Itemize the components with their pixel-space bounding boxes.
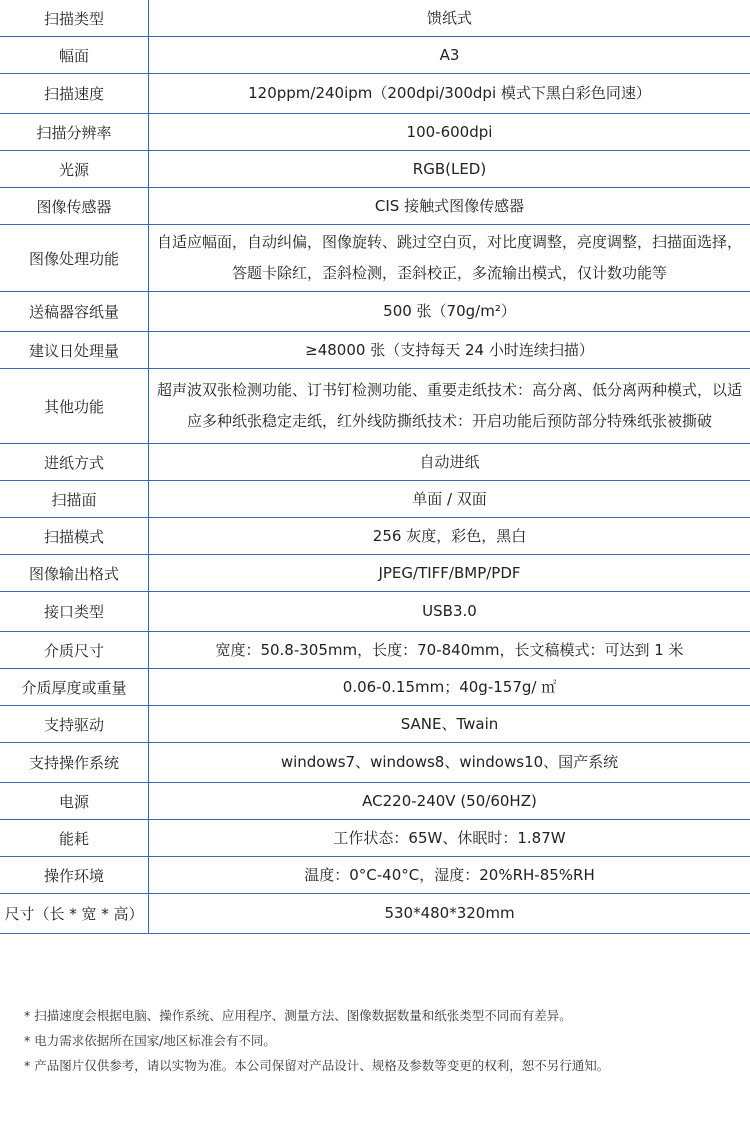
spec-label: 扫描模式	[0, 518, 149, 554]
spec-value: 馈纸式	[426, 8, 472, 27]
spec-label: 光源	[0, 151, 149, 187]
spec-label: 介质厚度或重量	[0, 669, 149, 705]
spec-row	[0, 225, 750, 292]
spec-row	[0, 151, 750, 188]
spec-value: 宽度：50.8-305mm，长度：70-840mm，长文稿模式：可达到 1 米	[215, 640, 684, 659]
spec-row	[0, 783, 750, 820]
spec-label: 接口类型	[0, 592, 149, 631]
spec-value: A3	[439, 45, 460, 64]
spec-row	[0, 518, 750, 555]
spec-label: 尺寸（长 * 宽 * 高）	[0, 894, 149, 933]
spec-label: 扫描分辨率	[0, 114, 149, 150]
spec-value: USB3.0	[422, 602, 477, 620]
spec-row	[0, 114, 750, 151]
spec-row	[0, 444, 750, 481]
spec-label: 支持操作系统	[0, 743, 149, 782]
spec-row	[0, 706, 750, 743]
spec-row	[0, 743, 750, 783]
spec-value: 温度：0°C-40°C，湿度：20%RH-85%RH	[304, 865, 595, 884]
spec-row	[0, 37, 750, 74]
spec-value: 超声波双张检测功能、订书钉检测功能、重要走纸技术：高分离、低分离两种模式，以适应多种纸张稳定走纸，红外线防撕纸技术：开启功能后预防部分特殊纸张被撕破	[156, 381, 742, 430]
spec-value: RGB(LED)	[412, 159, 487, 178]
spec-row	[0, 632, 750, 669]
spec-value: 自动进纸	[419, 452, 480, 471]
spec-row	[0, 74, 750, 114]
spec-label: 扫描速度	[0, 74, 149, 113]
spec-label: 操作环境	[0, 857, 149, 893]
spec-value: 0.06-0.15mm；40g-157g/ ㎡	[342, 677, 557, 696]
spec-row	[0, 332, 750, 369]
spec-value: SANE、Twain	[400, 714, 499, 733]
spec-value: 100-600dpi	[406, 122, 493, 141]
footnote: * 扫描速度会根据电脑、操作系统、应用程序、测量方法、图像数据数量和纸张类型不同而有差异。	[24, 1008, 572, 1023]
spec-label: 扫描面	[0, 481, 149, 517]
spec-row	[0, 857, 750, 894]
spec-label: 扫描类型	[0, 0, 149, 36]
spec-row	[0, 292, 750, 332]
spec-row	[0, 820, 750, 857]
spec-label: 其他功能	[0, 369, 149, 443]
spec-value: 500 张（70g/m²）	[383, 302, 516, 320]
spec-row	[0, 481, 750, 518]
spec-label: 能耗	[0, 820, 149, 856]
spec-label: 图像传感器	[0, 188, 149, 224]
spec-row	[0, 592, 750, 632]
spec-label: 介质尺寸	[0, 632, 149, 668]
spec-label: 建议日处理量	[0, 332, 149, 368]
spec-value: 530*480*320mm	[384, 904, 515, 922]
spec-row	[0, 555, 750, 592]
spec-row	[0, 188, 750, 225]
spec-row	[0, 669, 750, 706]
spec-value: 自适应幅面，自动纠偏，图像旋转、跳过空白页，对比度调整，亮度调整，扫描面选择，答题卡除红，歪斜检测，歪斜校正，多流输出模式，仅计数功能等	[156, 233, 742, 282]
spec-row	[0, 894, 750, 934]
spec-label: 幅面	[0, 37, 149, 73]
spec-value: 工作状态：65W、休眠时：1.87W	[333, 828, 566, 847]
spec-row	[0, 0, 750, 37]
spec-value: JPEG/TIFF/BMP/PDF	[378, 563, 521, 582]
spec-value: 256 灰度，彩色，黑白	[372, 526, 527, 545]
spec-label: 图像处理功能	[0, 225, 149, 291]
spec-value: windows7、windows8、windows10、国产系统	[280, 753, 619, 771]
spec-value: AC220-240V (50/60HZ)	[362, 791, 537, 810]
spec-label: 电源	[0, 783, 149, 819]
spec-label: 进纸方式	[0, 444, 149, 480]
spec-value: 120ppm/240ipm（200dpi/300dpi 模式下黑白彩色同速）	[248, 84, 651, 102]
spec-value: 单面 / 双面	[412, 489, 487, 508]
spec-label: 图像输出格式	[0, 555, 149, 591]
spec-row	[0, 369, 750, 444]
footnote: * 产品图片仅供参考，请以实物为准。本公司保留对产品设计、规格及参数等变更的权利，恕不另行通知。	[24, 1058, 610, 1073]
spec-value: CIS 接触式图像传感器	[374, 196, 525, 215]
spec-label: 送稿器容纸量	[0, 292, 149, 331]
footnotes	[24, 1003, 734, 1078]
spec-label: 支持驱动	[0, 706, 149, 742]
spec-value: ≥48000 张（支持每天 24 小时连续扫描）	[305, 340, 594, 359]
footnote: * 电力需求依据所在国家/地区标准会有不同。	[24, 1033, 276, 1048]
